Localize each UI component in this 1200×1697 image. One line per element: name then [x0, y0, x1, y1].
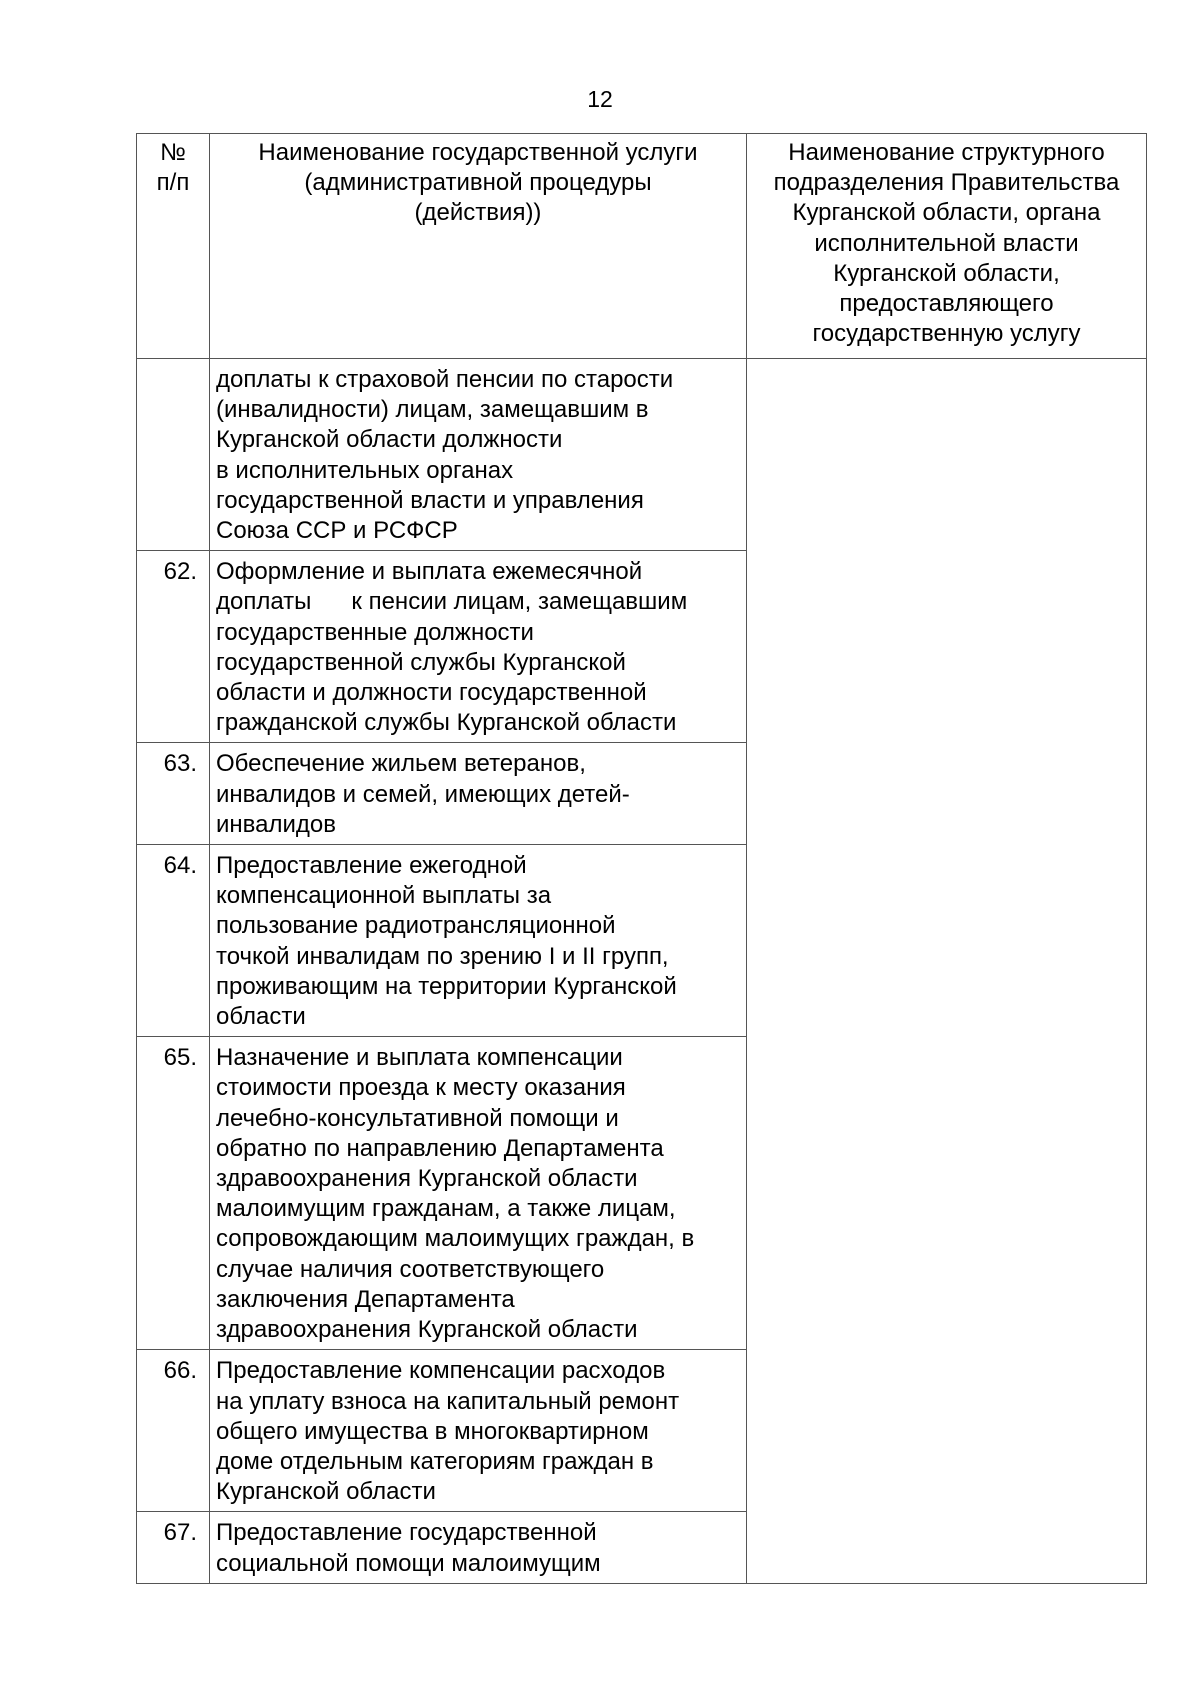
- row-service-name-cell: [210, 1037, 747, 1350]
- service-name-line: социальной помощи малоимущим: [216, 1549, 601, 1577]
- service-name-line: государственной службы Курганской: [216, 648, 626, 676]
- row-number-cell: 66.: [137, 1350, 210, 1512]
- header-department-line: подразделения Правительства: [773, 169, 1120, 197]
- services-table: [136, 133, 1147, 1584]
- service-name-line: Предоставление ежегодной: [216, 852, 527, 880]
- service-name-line: заключения Департамента: [216, 1285, 515, 1313]
- table-row: [137, 359, 1147, 551]
- service-name-line: доме отдельным категориям граждан в: [216, 1447, 654, 1475]
- header-number-line: №: [160, 139, 186, 166]
- header-number-line: п/п: [156, 169, 190, 197]
- service-name-line: обратно по направлению Департамента: [216, 1134, 664, 1162]
- row-service-name-cell: [210, 359, 747, 551]
- service-name-line: государственные должности: [216, 618, 534, 646]
- service-name-line: малоимущим гражданам, а также лицам,: [216, 1195, 676, 1223]
- service-name-line: стоимости проезда к месту оказания: [216, 1074, 626, 1102]
- row-service-name-cell: [210, 743, 747, 845]
- service-name-line: проживающим на территории Курганской: [216, 972, 677, 1000]
- header-department-line: государственную услугу: [812, 320, 1081, 348]
- header-service-name-line: (действия)): [414, 199, 542, 227]
- row-service-name-cell: [210, 551, 747, 743]
- department-cell: [747, 359, 1147, 1584]
- service-name-line: общего имущества в многоквартирном: [216, 1417, 649, 1445]
- service-name-line: случае наличия соответствующего: [216, 1255, 605, 1283]
- service-name-line: Назначение и выплата компенсации: [216, 1044, 623, 1072]
- header-department-line: исполнительной власти: [814, 229, 1079, 257]
- service-name-line: инвалидов и семей, имеющих детей-: [216, 780, 630, 808]
- service-name-line: области: [216, 1003, 306, 1031]
- service-name-line: здравоохранения Курганской области: [216, 1316, 638, 1344]
- header-number-cell: [137, 134, 210, 359]
- service-name-line: здравоохранения Курганской области: [216, 1165, 638, 1193]
- service-name-line: гражданской службы Курганской области: [216, 709, 677, 737]
- service-name-line: области и должности государственной: [216, 679, 647, 707]
- header-department-line: предоставляющего: [839, 290, 1054, 318]
- service-name-line: Курганской области должности: [216, 426, 563, 454]
- row-number-cell: 62.: [137, 551, 210, 743]
- service-name-line: Союза ССР и РСФСР: [216, 517, 458, 545]
- header-service-name-line: Наименование государственной услуги: [258, 139, 698, 166]
- row-number-cell: 64.: [137, 845, 210, 1037]
- service-name-line: точкой инвалидам по зрению I и II групп,: [216, 942, 669, 970]
- service-name-line: Предоставление компенсации расходов: [216, 1357, 666, 1385]
- header-department-cell: [747, 134, 1147, 359]
- service-name-line: лечебно-консультативной помощи и: [216, 1104, 619, 1132]
- service-name-line: доплаты к страховой пенсии по старости: [216, 366, 674, 393]
- row-number-cell: 65.: [137, 1037, 210, 1350]
- service-name-line: инвалидов: [216, 810, 336, 838]
- service-name-line: (инвалидности) лицам, замещавшим в: [216, 396, 649, 424]
- page-number: 12: [587, 86, 613, 112]
- header-department-line: Курганской области, органа: [792, 199, 1101, 227]
- service-name-line: в исполнительных органах: [216, 456, 514, 484]
- service-name-line: сопровождающим малоимущих граждан, в: [216, 1225, 695, 1253]
- row-number-cell: [137, 359, 210, 551]
- header-service-name-cell: [210, 134, 747, 359]
- row-number-cell: 63.: [137, 743, 210, 845]
- service-name-line: Обеспечение жильем ветеранов,: [216, 750, 586, 778]
- row-number-cell: 67.: [137, 1512, 210, 1583]
- row-service-name-cell: [210, 1512, 747, 1583]
- service-name-line: доплаты к пенсии лицам, замещавшим: [216, 588, 688, 616]
- row-service-name-cell: [210, 1350, 747, 1512]
- table-header-row: [137, 134, 1147, 359]
- service-name-line: Курганской области: [216, 1478, 436, 1506]
- header-service-name-line: (административной процедуры: [304, 169, 652, 197]
- header-department-line: Наименование структурного: [788, 139, 1105, 166]
- service-name-line: на уплату взноса на капитальный ремонт: [216, 1387, 680, 1415]
- service-name-line: пользование радиотрансляционной: [216, 912, 616, 940]
- service-name-line: компенсационной выплаты за: [216, 882, 552, 910]
- row-service-name-cell: [210, 845, 747, 1037]
- service-name-line: Оформление и выплата ежемесячной: [216, 558, 643, 586]
- header-department-line: Курганской области,: [833, 259, 1060, 287]
- service-name-line: Предоставление государственной: [216, 1519, 597, 1547]
- service-name-line: государственной власти и управления: [216, 486, 644, 514]
